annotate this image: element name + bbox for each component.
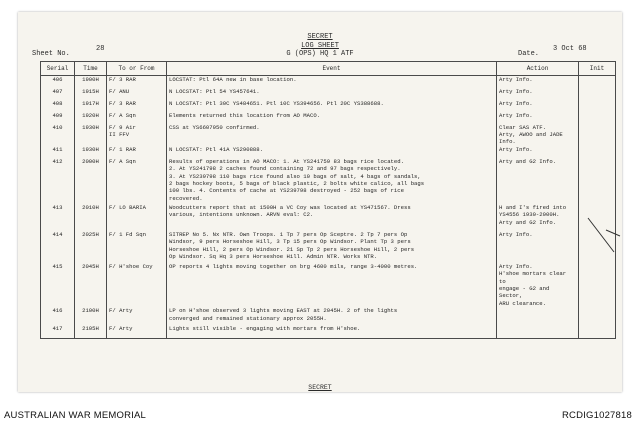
cell-serial: 410 — [41, 124, 75, 146]
cell-event: OP reports 4 lights moving together on brg 4600 mils, range 3-4000 metres. — [167, 263, 497, 307]
unit-heading: G (OPS) HQ 1 ATF — [286, 50, 354, 58]
cell-serial: 413 — [41, 204, 75, 231]
cell-event: Lights still visible - engaging with mortars from H'shoe. — [167, 325, 497, 338]
cell-action: Arty Info. — [497, 100, 579, 112]
cell-serial: 415 — [41, 263, 75, 307]
cell-time: 2000H — [75, 158, 107, 204]
table-row — [41, 263, 616, 307]
cell-time: 1917H — [75, 100, 107, 112]
cell-action — [497, 307, 579, 325]
cell-to-or-from: F/ 1 Fd Sqn — [107, 231, 167, 263]
table-row — [41, 100, 616, 112]
cell-to-or-from: F/ 9 Air II FFV — [107, 124, 167, 146]
log-table-body — [41, 76, 616, 339]
cell-serial: 408 — [41, 100, 75, 112]
table-row — [41, 88, 616, 100]
cell-event: SITREP No 5. Nx NTR. Own Troops. 1 Tp 7 pers Op Sceptre. 2 Tp 7 pers Op Windsor, 9 pers Horseshoe Hill, 3 Tp 15 pers Op Windsor. Plant Tp 3 pers Horseshoe Hill, 2 pers Op Windsor. 21 Sp Tp 2 pers Horseshoe Hill, 2 pers Op Windsor. Sq Hq 3 pers Horseshoe Hill. Admin NTR. Works NTR. — [167, 231, 497, 263]
col-header-serial: Serial — [41, 62, 75, 76]
cell-event: CSS at YS6607950 confirmed. — [167, 124, 497, 146]
table-header-row — [41, 62, 616, 76]
col-header-init: Init — [579, 62, 616, 76]
table-row — [41, 76, 616, 88]
table-row — [41, 158, 616, 204]
cell-event: Results of operations in AO MACO: 1. At YS241759 83 bags rice located. 2. At YS241798 2 caches found containing 72 and 97 bags respectively. 3. At YS239798 110 bags rice found also 10 bags of salt, 4 bags of sandals, 2 bags hockey boots, 5 bags of black plastic, 2 bolts white calico, all bags 100 lbs. 4. Contents of cache at YS239798 destroyed - 252 bags of rice recovered. — [167, 158, 497, 204]
cell-action: Arty Info. — [497, 231, 579, 263]
cell-action: Arty Info. — [497, 146, 579, 158]
cell-time: 2045H — [75, 263, 107, 307]
log-sheet-page — [18, 12, 622, 392]
col-header-action: Action — [497, 62, 579, 76]
cell-time: 1900H — [75, 76, 107, 88]
cell-serial: 407 — [41, 88, 75, 100]
cell-action: Arty Info. H'shoe mortars clear to engage - G2 and Sector, ARU clearance. — [497, 263, 579, 307]
cell-action: H and I's fired into YS4556 1930-2000H. Arty and G2 Info. — [497, 204, 579, 231]
cell-to-or-from: F/ LO BARIA — [107, 204, 167, 231]
cell-time: 1915H — [75, 88, 107, 100]
cell-action — [497, 325, 579, 338]
cell-event: Woodcutters report that at 1500H a VC Coy was located at YS471567. Dress various, intentions unknown. ARVN eval: C2. — [167, 204, 497, 231]
cell-init — [579, 325, 616, 338]
archive-reference: RCDIG1027818 — [562, 410, 632, 421]
handwritten-mark — [584, 216, 624, 256]
cell-init — [579, 112, 616, 124]
classification-bottom: SECRET — [308, 384, 332, 391]
archive-credit: AUSTRALIAN WAR MEMORIAL — [4, 410, 147, 421]
cell-time: 2010H — [75, 204, 107, 231]
cell-event: N LOCSTAT: Ptl 30C YS484651. Ptl 10C YS394656. Ptl 20C YS388688. — [167, 100, 497, 112]
cell-to-or-from: F/ 3 RAR — [107, 100, 167, 112]
cell-serial: 409 — [41, 112, 75, 124]
table-row — [41, 307, 616, 325]
classification-top: SECRET — [307, 33, 333, 41]
table-row — [41, 146, 616, 158]
cell-time: 2105H — [75, 325, 107, 338]
cell-init — [579, 100, 616, 112]
cell-init — [579, 146, 616, 158]
cell-action: Arty Info. — [497, 112, 579, 124]
date-value: 3 Oct 68 — [553, 45, 587, 53]
cell-to-or-from: F/ H'shoe Coy — [107, 263, 167, 307]
table-row — [41, 204, 616, 231]
table-row — [41, 112, 616, 124]
table-row — [41, 124, 616, 146]
cell-to-or-from: F/ ANU — [107, 88, 167, 100]
sheet-number-value: 28 — [96, 45, 105, 53]
cell-action: Arty and G2 Info. — [497, 158, 579, 204]
cell-serial: 406 — [41, 76, 75, 88]
sheet-number-label: Sheet No. — [32, 50, 70, 58]
cell-event: N LOCSTAT: Ptl 54 YS457641. — [167, 88, 497, 100]
cell-time: 2100H — [75, 307, 107, 325]
cell-action: Arty Info. — [497, 88, 579, 100]
cell-serial: 417 — [41, 325, 75, 338]
cell-time: 1920H — [75, 112, 107, 124]
date-label: Date. — [518, 50, 540, 58]
cell-init — [579, 263, 616, 307]
cell-to-or-from: F/ A Sqn — [107, 158, 167, 204]
cell-to-or-from: F/ A Sqn — [107, 112, 167, 124]
table-row — [41, 231, 616, 263]
col-header-to-or-from: To or From — [107, 62, 167, 76]
cell-init — [579, 158, 616, 204]
cell-serial: 414 — [41, 231, 75, 263]
table-row — [41, 325, 616, 338]
cell-time: 1930H — [75, 146, 107, 158]
col-header-event: Event — [167, 62, 497, 76]
log-table — [40, 61, 616, 339]
col-header-time: Time — [75, 62, 107, 76]
cell-serial: 412 — [41, 158, 75, 204]
cell-time: 1930H — [75, 124, 107, 146]
cell-init — [579, 76, 616, 88]
cell-to-or-from: F/ Arty — [107, 307, 167, 325]
cell-time: 2025H — [75, 231, 107, 263]
cell-serial: 411 — [41, 146, 75, 158]
cell-action: Clear SAS ATF. Arty, AWOO and JADE Info. — [497, 124, 579, 146]
cell-event: LOCSTAT: Ptl 64A new in base location. — [167, 76, 497, 88]
cell-init — [579, 124, 616, 146]
cell-to-or-from: F/ 1 RAR — [107, 146, 167, 158]
cell-to-or-from: F/ 3 RAR — [107, 76, 167, 88]
cell-action: Arty Info. — [497, 76, 579, 88]
cell-init — [579, 88, 616, 100]
cell-to-or-from: F/ Arty — [107, 325, 167, 338]
cell-event: N LOCSTAT: Ptl 41A YS290888. — [167, 146, 497, 158]
cell-event: LP on H'shoe observed 3 lights moving EAST at 2045H. 2 of the lights converged and remained stationary approx 2055H. — [167, 307, 497, 325]
cell-init — [579, 307, 616, 325]
cell-serial: 416 — [41, 307, 75, 325]
cell-event: Elements returned this location from AO MACO. — [167, 112, 497, 124]
document-title: LOG SHEET — [301, 42, 339, 50]
